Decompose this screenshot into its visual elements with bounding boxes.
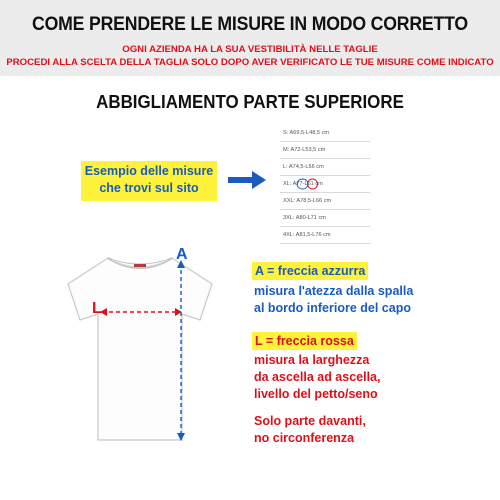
description-l-3: livello del petto/seno (254, 387, 378, 401)
size-row: 4XL: A81,5-L76 cm (280, 227, 370, 244)
example-line-2: che trovi sul sito (99, 181, 199, 195)
letter-a: A (176, 246, 188, 263)
size-row: L: A74,5-L56 cm (280, 159, 370, 176)
example-line-1: Esempio delle misure (84, 164, 214, 178)
example-caption (81, 163, 217, 197)
size-row: 3XL: A80-L71 cm (280, 210, 370, 227)
description-l-2: da ascella ad ascella, (254, 370, 381, 384)
label-a: A = freccia azzurra (252, 262, 368, 280)
size-row: S: A69,5-L48,5 cm (280, 125, 370, 142)
tshirt-diagram (60, 250, 220, 450)
note-2: no circonferenza (254, 431, 355, 445)
size-row: M: A72-L53,5 cm (280, 142, 370, 159)
right-arrow-icon (228, 170, 268, 190)
description-a-1: misura l'atezza dalla spalla (254, 284, 414, 298)
size-chart-list (280, 125, 370, 244)
note-1: Solo parte davanti, (254, 414, 366, 428)
description-a-2: al bordo inferiore del capo (254, 301, 411, 315)
description-l-1: misura la larghezza (254, 353, 370, 367)
tshirt-shape (68, 258, 212, 440)
page-title: COME PRENDERE LE MISURE IN MODO CORRETTO (32, 14, 468, 35)
header-banner (0, 0, 500, 76)
section-title: ABBIGLIAMENTO PARTE SUPERIORE (96, 92, 404, 112)
header-notice-1: OGNI AZIENDA HA LA SUA VESTIBILITÀ NELLE TAGLIE (122, 44, 378, 55)
label-l: L = freccia rossa (252, 332, 357, 350)
header-notice-2: PROCEDI ALLA SCELTA DELLA TAGLIA SOLO DOPO AVER VERIFICATO LE TUE MISURE COME INDICATO (6, 57, 494, 68)
circle-markers (280, 176, 370, 192)
size-row-highlighted (280, 176, 370, 193)
size-row: XXL: A78,5-L66 cm (280, 193, 370, 210)
letter-l: L (92, 300, 102, 317)
size-row-text: XL: A77-L61 cm (283, 181, 323, 187)
